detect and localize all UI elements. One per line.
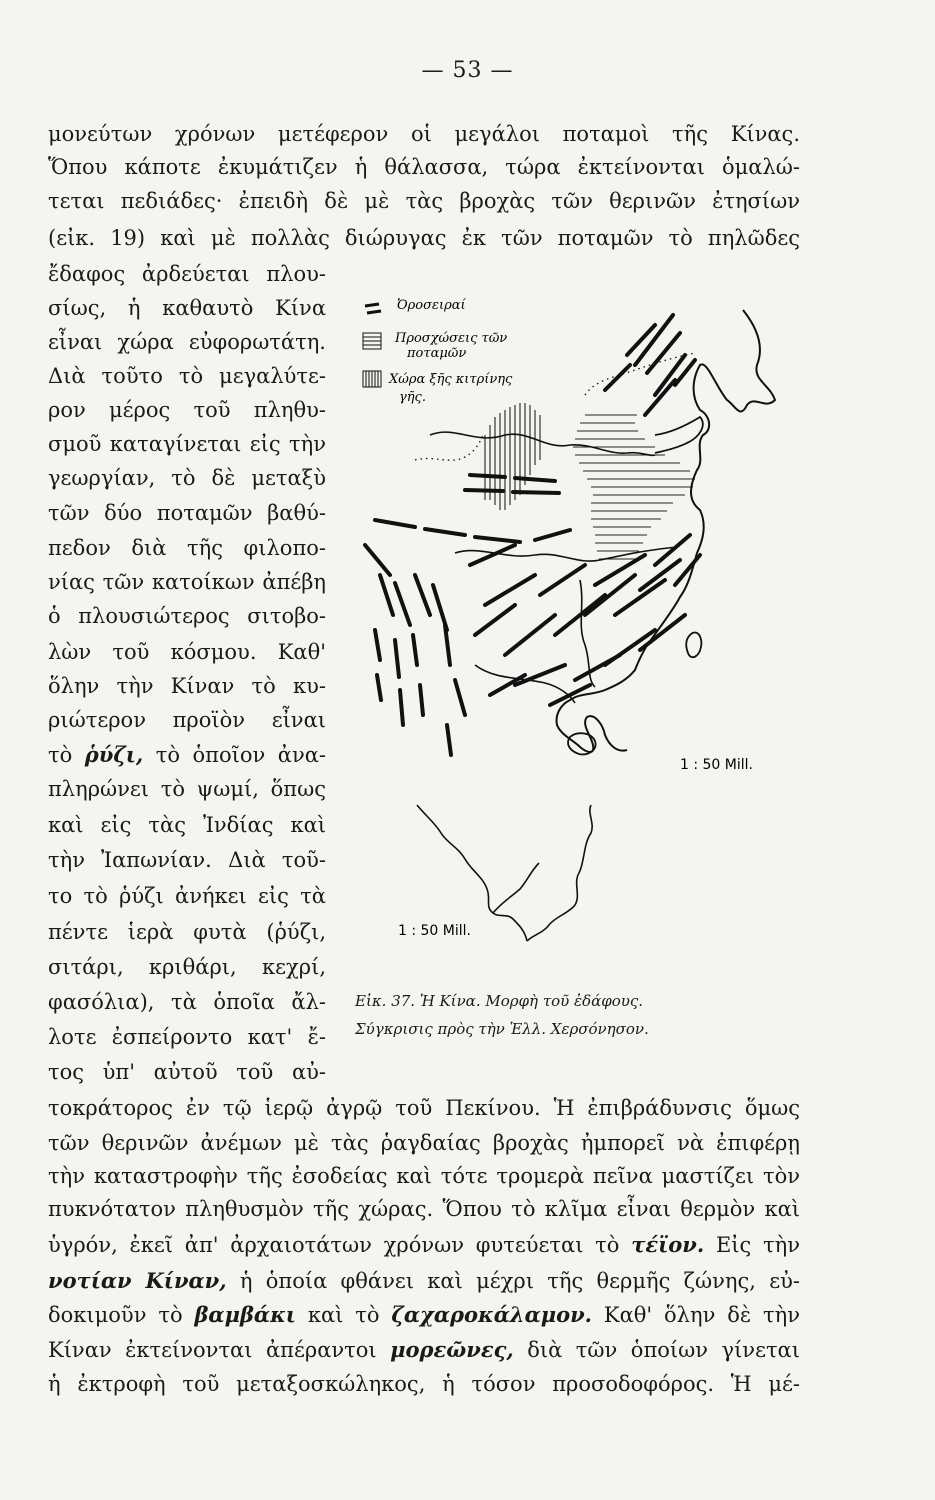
loess-symbol [363,371,381,387]
text-line: καὶ εἰς τὰς Ἰνδίας καὶ [48,813,326,837]
text-span: τὸ [48,743,73,767]
text-span: διὰ τῶν ὁποίων γίνεται [527,1338,800,1362]
bold-term-cotton: βαμβάκι [194,1302,296,1327]
text-line: ὅλην τὴν Κίναν τὸ κυ- [48,674,326,698]
map-legend [363,298,513,405]
text-line: ριώτερον προϊὸν εἶναι [48,708,326,732]
text-line: πεδον διὰ τῆς φιλοπο- [48,536,326,560]
text-line: φασόλια), τὰ ὁποῖα ἄλ- [48,990,326,1014]
text-line: τῶν θερινῶν ἀνέμων μὲ τὰς ῥαγδαίας βροχὰς ἠμπορεῖ νὰ ἐπιφέρῃ [48,1131,800,1155]
text-line: τος ὑπ' αὐτοῦ τοῦ αὐ- [48,1060,326,1084]
text-line: μονεύτων χρόνων μετέφερον οἱ μεγάλοι ποταμοὶ τῆς Κίνας. [48,122,800,146]
alluvial-symbol [363,333,381,349]
text-line: πέντε ἱερὰ φυτὰ (ῥύζι, [48,920,326,944]
text-line [48,1264,800,1298]
taiwan-island [686,633,701,658]
text-line: εἶναι χώρα εὐφορωτάτη. [48,330,326,354]
bold-term-south-china: νοτίαν Κίναν, [48,1268,227,1293]
bold-term-sugarcane: ζαχαροκάλαμον. [391,1302,592,1327]
alluvial-plain [573,415,695,559]
text-line: γεωργίαν, τὸ δὲ μεταξὺ [48,466,326,490]
text-span: ὑγρόν, ἐκεῖ ἀπ' ἀρχαιοτάτων χρόνων φυτεύεται τὸ [48,1233,620,1257]
text-line: τεται πεδιάδες· ἐπειδὴ δὲ μὲ τὰς βροχὰς τῶν θερινῶν ἐτησίων [48,189,800,213]
legend-label: γῆς. [399,390,426,405]
figure-caption: Εἰκ. 37. Ἡ Κίνα. Μορφὴ τοῦ ἐδάφους. [355,992,644,1010]
text-line: ἡ ἐκτροφὴ τοῦ μεταξοσκώληκος, ἡ τόσον προσοδοφόρος. Ἡ μέ- [48,1372,800,1396]
text-line: σμοῦ καταγίνεται εἰς τὴν [48,432,326,456]
text-line: τοκράτορος ἐν τῷ ἱερῷ ἀγρῷ τοῦ Πεκίνου. Ἡ ἐπιβράδυνσις ὅμως [48,1096,800,1120]
peninsula-outline [655,417,703,453]
legend-label: Ὀροσειραί [397,298,466,313]
text-line: σίως, ἡ καθαυτὸ Κίνα [48,296,326,320]
text-line [48,1298,800,1332]
figure-caption: Σύγκρισις πρὸς τὴν Ἑλλ. Χερσόνησον. [355,1020,649,1038]
greece-outline [417,805,592,941]
text-span: καὶ τὸ [307,1303,380,1327]
text-span: Καθ' ὅλην δὲ τὴν [603,1303,800,1327]
text-line: νίας τῶν κατοίκων ἀπέβη [48,570,326,594]
text-line: Διὰ τοῦτο τὸ μεγαλύτε- [48,364,326,388]
page-number: — 53 — [421,58,514,83]
scale-label-china: 1 : 50 Mill. [680,757,753,773]
legend-label: Προσχώσεις τῶν [395,331,508,346]
bold-term-rice: ῥύζι, [84,742,144,767]
mountain-symbol [365,304,381,313]
bold-term-tea: τέϊον. [631,1232,705,1257]
text-line: Ὅπου κάποτε ἐκυμάτιζεν ἡ θάλασσα, τώρα ἐκτείνονται ὁμαλώ- [48,155,800,179]
text-line: (εἰκ. 19) καὶ μὲ πολλὰς διώρυγας ἐκ τῶν ποταμῶν τὸ πηλῶδες [48,226,800,250]
bold-term-mulberry: μορεῶνες, [390,1337,514,1362]
rivers [430,432,677,703]
text-line: τὴν καταστροφὴν τῆς ἐσοδείας καὶ τότε τρομερὰ πεῖνα μαστίζει τὸν [48,1164,800,1188]
text-line: σιτάρι, κριθάρι, κεχρί, [48,955,326,979]
text-line: τὴν Ἰαπωνίαν. Διὰ τοῦ- [48,848,326,872]
hainan-island [568,733,596,754]
text-line: το τὸ ῥύζι ἀνήκει εἰς τὰ [48,884,326,908]
text-line: πληρώνει τὸ ψωμί, ὅπως [48,777,326,801]
legend-label: ποταμῶν [407,346,467,361]
text-line: ὁ πλουσιώτερος σιτοβο- [48,604,326,628]
text-line: τῶν δύο ποταμῶν βαθύ- [48,501,326,525]
text-line: ρον μέρος τοῦ πληθυ- [48,398,326,422]
text-line: λὼν τοῦ κόσμου. Καθ' [48,640,326,664]
text-line [48,1333,800,1367]
text-line: λοτε ἐσπείροντο κατ' ἔ- [48,1025,326,1049]
legend-label: Χώρα ξῆς κιτρίνης [389,372,513,387]
text-span: Εἰς τὴν [715,1233,800,1257]
text-span: τὸ ὁποῖον ἀνα- [155,743,326,767]
text-span: Κίναν ἐκτείνονται ἀπέραντοι [48,1338,377,1362]
text-line [48,738,326,772]
text-line [48,1228,800,1262]
text-span: ἡ ὁποία φθάνει καὶ μέχρι τῆς θερμῆς ζώνης, εὐ- [239,1269,800,1293]
china-relief-map [355,285,815,950]
text-line: πυκνότατον πληθυσμὸν τῆς χώρας. Ὅπου τὸ κλῖμα εἶναι θερμὸν καὶ [48,1197,800,1221]
text-span: δοκιμοῦν τὸ [48,1303,183,1327]
text-line: ἔδαφος ἀρδεύεται πλου- [48,262,326,286]
scale-label-greece: 1 : 50 Mill. [398,923,471,939]
